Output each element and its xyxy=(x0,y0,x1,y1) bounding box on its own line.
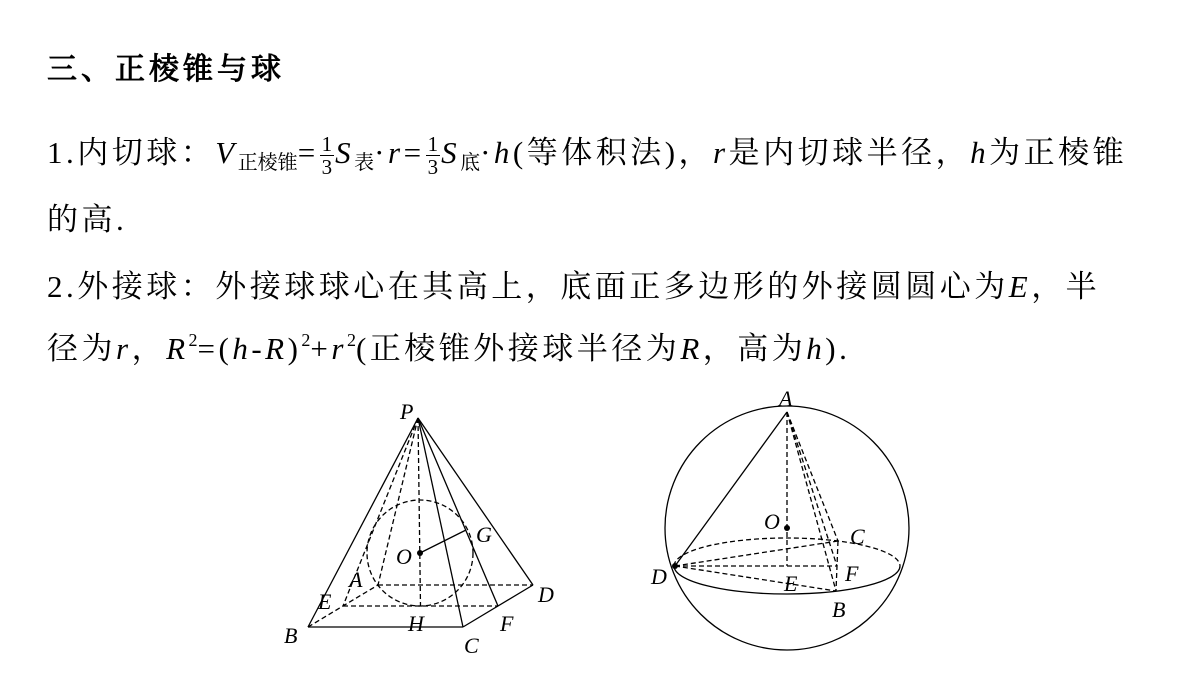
height-symbol-1: h xyxy=(493,135,513,170)
label-D: D xyxy=(538,582,554,607)
item2-text3: 径为 xyxy=(47,331,116,366)
circumradius-base-symbol-1: r xyxy=(116,331,132,366)
pyramid-figure xyxy=(284,399,554,658)
height-symbol-2: h xyxy=(970,135,990,170)
sphere-label-F: F xyxy=(845,561,859,586)
label-E: E xyxy=(318,589,332,614)
sphere-label-C: C xyxy=(850,524,865,549)
item2-line2 xyxy=(47,329,850,369)
height-PH xyxy=(418,418,421,606)
label-P: P xyxy=(400,399,414,424)
edge-PC xyxy=(418,418,463,627)
item2-text2: ，半 xyxy=(1031,269,1101,304)
sphere-label-A: A xyxy=(779,386,793,411)
item1-line2 xyxy=(47,200,127,240)
label-O: O xyxy=(396,544,412,569)
comma-1: ， xyxy=(131,331,167,366)
base-area-subscript: 底 xyxy=(460,152,481,174)
label-C: C xyxy=(464,633,479,658)
volume-symbol: V xyxy=(215,135,238,170)
edge-DC-hidden xyxy=(675,541,838,566)
item2-text1: 外接球球心在其高上，底面正多边形的外接圆圆心为 xyxy=(215,269,1009,304)
multiply-dot-1: · xyxy=(374,135,388,170)
fraction-numerator-2: 1 xyxy=(427,132,439,157)
sphere-radius-symbol-3: R xyxy=(680,331,703,366)
inradius-symbol-2: r xyxy=(713,135,729,170)
square-exponent-3: 2 xyxy=(346,330,356,350)
square-exponent-1: 2 xyxy=(188,330,198,350)
sphere-radius-symbol-1: R xyxy=(166,331,189,366)
circumradius-base-symbol-2: r xyxy=(331,331,347,366)
base-area-symbol: S xyxy=(441,135,461,170)
multiply-dot-2: · xyxy=(480,135,494,170)
label-B: B xyxy=(284,623,298,648)
item2-label: 2.外接球： xyxy=(47,269,216,304)
edge-AD xyxy=(675,412,787,566)
height-symbol-3: h xyxy=(232,331,252,366)
section-heading: 三、正棱锥与球 xyxy=(47,52,285,87)
close-paren: ) xyxy=(287,331,302,366)
label-F: F xyxy=(500,611,514,636)
slant-PF xyxy=(418,418,498,606)
sphere-label-O: O xyxy=(764,509,780,534)
fraction-one-third-1 xyxy=(320,132,335,180)
label-A: A xyxy=(349,567,363,592)
surface-area-subscript: 表 xyxy=(354,152,375,174)
equals-sign-1: = xyxy=(297,135,319,170)
equals-open-paren: =( xyxy=(197,331,233,366)
fraction-denominator-1: 3 xyxy=(321,155,333,180)
note-open: (正棱锥外接球半径为 xyxy=(355,331,681,366)
edge-AB-hidden xyxy=(787,412,836,591)
sphere-label-E: E xyxy=(784,571,798,596)
edge-AC-hidden xyxy=(787,412,838,541)
edge-DB-hidden xyxy=(675,566,836,591)
sphere-label-D: D xyxy=(651,564,667,589)
height-symbol-4: h xyxy=(806,331,826,366)
note-mid: ，高为 xyxy=(702,331,807,366)
equals-sign-2: = xyxy=(403,135,425,170)
item1-continuation: 的高. xyxy=(47,202,128,237)
fraction-one-third-2 xyxy=(426,132,441,180)
height-description: 为正棱锥 xyxy=(989,135,1128,170)
point-O-sphere xyxy=(784,525,790,531)
edge-PD xyxy=(418,418,533,585)
square-exponent-2: 2 xyxy=(301,330,311,350)
plus-sign: + xyxy=(310,331,332,366)
point-O xyxy=(417,550,423,556)
sphere-figure xyxy=(650,386,909,650)
inradius-symbol-1: r xyxy=(388,135,404,170)
note-end: ). xyxy=(825,331,851,366)
item1-line1 xyxy=(47,133,1127,183)
volume-subscript: 正棱锥 xyxy=(237,152,298,174)
center-E-symbol: E xyxy=(1008,269,1032,304)
fraction-numerator-1: 1 xyxy=(321,132,333,157)
item1-label: 1.内切球： xyxy=(47,135,216,170)
minus-sign: - xyxy=(251,331,266,366)
sphere-label-B: B xyxy=(832,597,846,622)
sphere-radius-symbol-2: R xyxy=(265,331,288,366)
inradius-description: 是内切球半径， xyxy=(728,135,971,170)
label-H: H xyxy=(408,611,424,636)
label-G: G xyxy=(476,522,492,547)
method-note: (等体积法)， xyxy=(512,135,714,170)
point-D xyxy=(672,563,678,569)
fraction-denominator-2: 3 xyxy=(427,155,439,180)
surface-area-symbol: S xyxy=(335,135,355,170)
item2-line1 xyxy=(47,267,1100,307)
